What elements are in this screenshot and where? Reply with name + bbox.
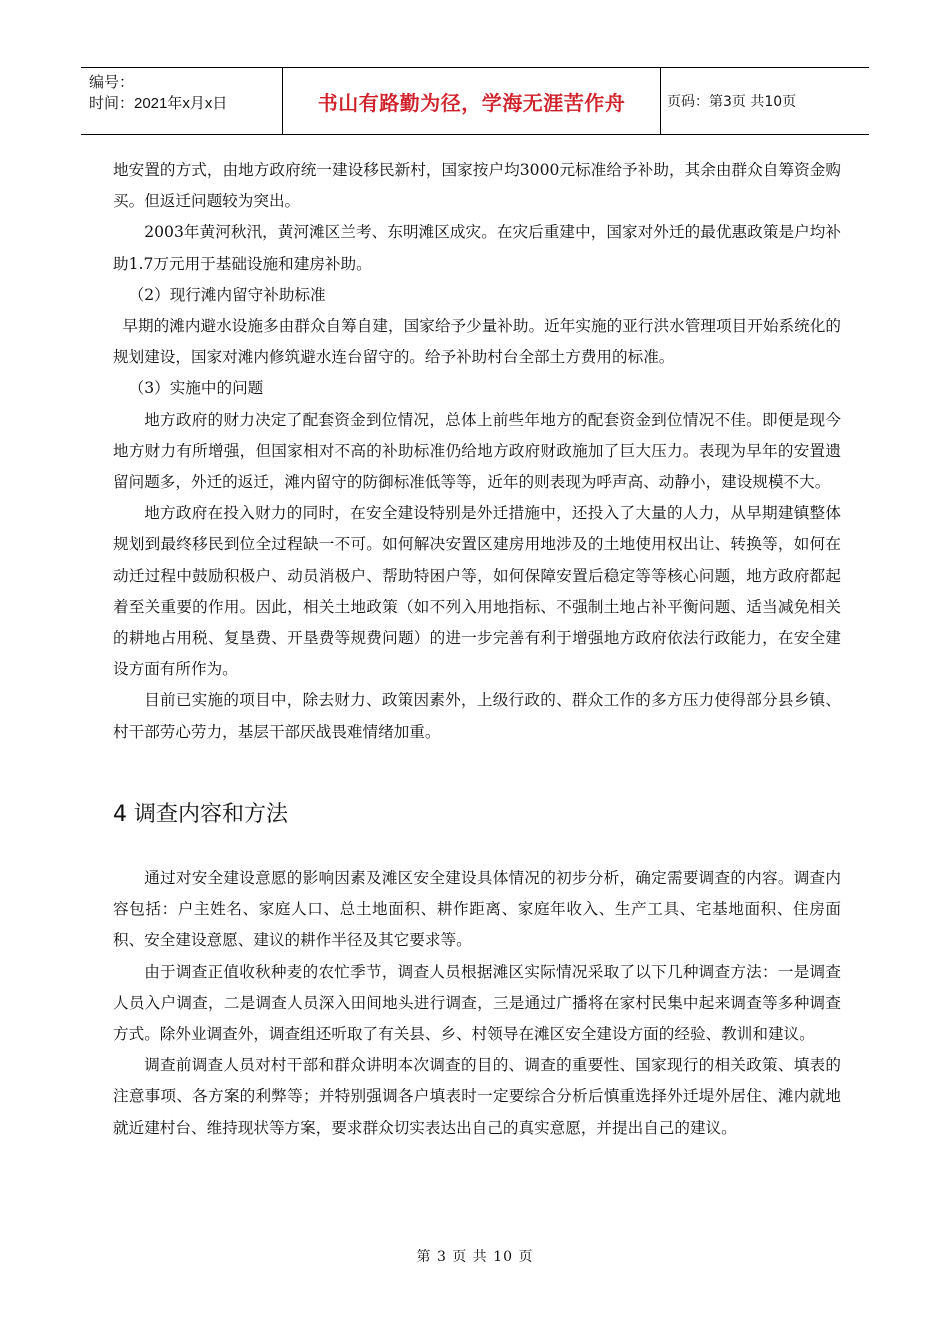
subheading: （2）现行滩内留守补助标准 (128, 285, 326, 304)
page-header (81, 67, 869, 135)
document-body-bottom (113, 863, 841, 1144)
paragraph: 地安置的方式，由地方政府统一建设移民新村，国家按户均3000元标准给予补助，其余由群众自筹资金购买。但返迁问题较为突出。 (113, 161, 841, 211)
paragraph: 2003年黄河秋汛，黄河滩区兰考、东明滩区成灾。在灾后重建中，国家对外迁的最优惠政策是户均补助1.7万元用于基础设施和建房补助。 (113, 223, 841, 273)
paragraph: 由于调查正值收秋种麦的农忙季节，调查人员根据滩区实际情况采取了以下几种调查方法：一是调查人员入户调查，二是调查人员深入田间地头进行调查，三是通过广播将在家村民集中起来调查等多种调查方式。除外业调查外，调查组还听取了有关县、乡、村领导在滩区安全建设方面的经验、教训和建议。 (113, 962, 841, 1044)
document-body-top (113, 155, 841, 748)
header-page-info: 页码：第3页 共10页 (667, 94, 797, 110)
header-meta-cell (81, 68, 283, 134)
page-footer: 第 3 页 共 10 页 (416, 1249, 534, 1265)
paragraph: 早期的滩内避水设施多由群众自筹自建，国家给予少量补助。近年实施的亚行洪水管理项目开始系统化的规划建设，国家对滩内修筑避水连台留守的。给予补助村台全部土方费用的标准。 (113, 317, 841, 367)
document-time-label: 时间：2021年x月x日 (89, 95, 228, 112)
header-motto: 书山有路勤为径，学海无涯苦作舟 (283, 68, 661, 134)
paragraph: 地方政府在投入财力的同时，在安全建设特别是外迁措施中，还投入了大量的人力，从早期建镇整体规划到最终移民到位全过程缺一不可。如何解决安置区建房用地涉及的土地使用权出让、转换等，如何在动迁过程中鼓励积极户、动员消极户、帮助特困户等，如何保障安置后稳定等等核心问题，地方政府都起着至关重要的作用。因此，相关土地政策（如不列入用地指标、不强制土地占补平衡问题、适当减免相关的耕地占用税、复垦费、开垦费等规费问题）的进一步完善有利于增强地方政府依法行政能力，在安全建设方面有所作为。 (113, 504, 841, 679)
paragraph: 通过对安全建设意愿的影响因素及滩区安全建设具体情况的初步分析，确定需要调查的内容。调查内容包括：户主姓名、家庭人口、总土地面积、耕作距离、家庭年收入、生产工具、宅基地面积、住房面积、安全建设意愿、建议的耕作半径及其它要求等。 (113, 869, 841, 950)
document-number-label: 编号： (89, 74, 135, 91)
paragraph: 目前已实施的项目中，除去财力、政策因素外，上级行政的、群众工作的多方压力使得部分县乡镇、村干部劳心劳力，基层干部厌战畏难情绪加重。 (113, 691, 841, 741)
section-title: 4 调查内容和方法 (113, 802, 288, 827)
paragraph: 调查前调查人员对村干部和群众讲明本次调查的目的、调查的重要性、国家现行的相关政策、填表的注意事项、各方案的利弊等；并特别强调各户填表时一定要综合分析后慎重选择外迁堤外居住、滩内就地就近建村台、维持现状等方案，要求群众切实表达出自己的真实意愿，并提出自己的建议。 (113, 1056, 841, 1137)
paragraph: 地方政府的财力决定了配套资金到位情况，总体上前些年地方的配套资金到位情况不佳。即便是现今地方财力有所增强，但国家相对不高的补助标准仍给地方政府财政施加了巨大压力。表现为早年的安置遗留问题多，外迁的返迁，滩内留守的防御标准低等等，近年的则表现为呼声高、动静小，建设规模不大。 (113, 410, 841, 492)
subheading: （3）实施中的问题 (128, 379, 264, 398)
